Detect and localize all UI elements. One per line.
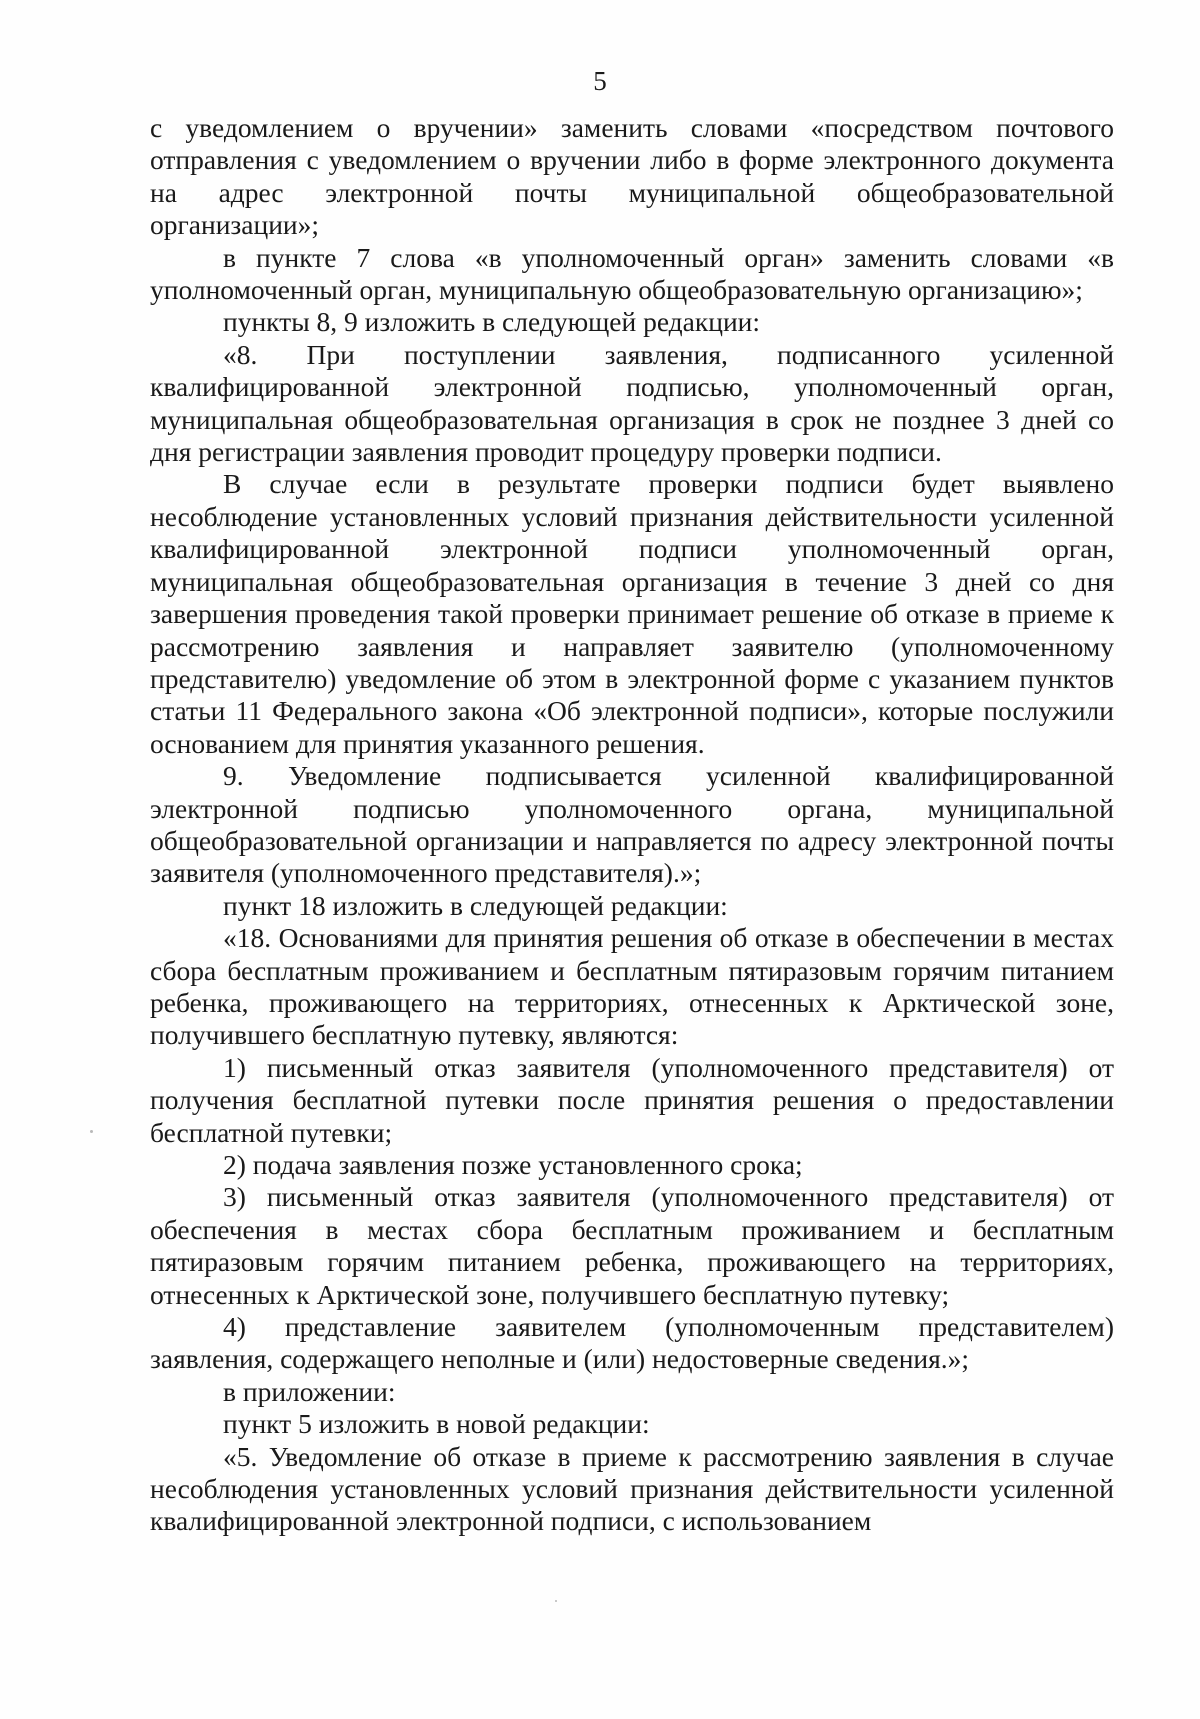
paragraph-11: 3) письменный отказ заявителя (уполномоченного представителя) от обеспечения в местах сбора бесплатным проживанием и бесплатным пятиразовым горячим питанием ребенка, проживающего на территориях, отнесенных к Арктической зоне, получившего бесплатную путевку; (150, 1181, 1114, 1310)
scan-speck (90, 1130, 93, 1133)
paragraph-3: пункты 8, 9 изложить в следующей редакции: (223, 306, 761, 338)
paragraph-4: «8. При поступлении заявления, подписанного усиленной квалифицированной электронной подписью, уполномоченный орган, муниципальная общеобразовательная организация в срок не позднее 3 дней со дня регистрации заявления проводит процедуру проверки подписи. (150, 338, 1114, 468)
paragraph-6: 9. Уведомление подписывается усиленной квалифицированной электронной подписью уполномоченного органа, муниципальной общеобразовательной организации и направляется по адресу электронной почты заявителя (уполномоченного представителя).»; (150, 760, 1114, 889)
paragraph-9: 1) письменный отказ заявителя (уполномоченного представителя) от получения бесплатной путевки после принятия решения о предоставлении бесплатной путевки; (150, 1051, 1114, 1148)
paragraph-10: 2) подача заявления позже установленного срока; (223, 1149, 803, 1180)
paragraph-5: В случае если в результате проверки подписи будет выявлено несоблюдение установленных условий признания действительности усиленной квалифицированной электронной подписи уполномоченный орган, муниципальная общеобразовательная организация в течение 3 дней со дня завершения проведения такой проверки принимает решение об отказе в приеме к рассмотрению заявления и направляет заявителю (уполномоченному представителю) уведомление об этом в электронной форме с указанием пунктов статьи 11 Федерального закона «Об электронной подписи», которые послужили основанием для принятия указанного решения. (150, 468, 1114, 759)
paragraph-7: пункт 18 изложить в следующей редакции: (223, 889, 728, 921)
paragraph-14: пункт 5 изложить в новой редакции: (223, 1408, 650, 1440)
document-body (150, 112, 1114, 1538)
paragraph-8: «18. Основаниями для принятия решения об отказе в обеспечении в местах сбора бесплатным проживанием и бесплатным пятиразовым горячим питанием ребенка, проживающего на территориях, отнесенных к Арктической зоне, получившего бесплатную путевку, являются: (150, 922, 1114, 1051)
paragraph-15: «5. Уведомление об отказе в приеме к рассмотрению заявления в случае несоблюдения установленных условий признания действительности усиленной квалифицированной электронной подписи, с использованием (150, 1440, 1114, 1537)
scan-speck (555, 1600, 557, 1602)
paragraph-2: в пункте 7 слова «в уполномоченный орган» заменить словами «в уполномоченный орган, муниципальную общеобразовательную организацию»; (150, 241, 1114, 306)
paragraph-13: в приложении: (223, 1375, 396, 1407)
paragraph-1: с уведомлением о вручении» заменить словами «посредством почтового отправления с уведомлением о вручении либо в форме электронного документа на адрес электронной почты муниципальной общеобразовательной организации»; (150, 112, 1114, 241)
paragraph-12: 4) представление заявителем (уполномоченным представителем) заявления, содержащего неполные и (или) недостоверные сведения.»; (150, 1311, 1114, 1375)
page-number: 5 (593, 66, 607, 96)
